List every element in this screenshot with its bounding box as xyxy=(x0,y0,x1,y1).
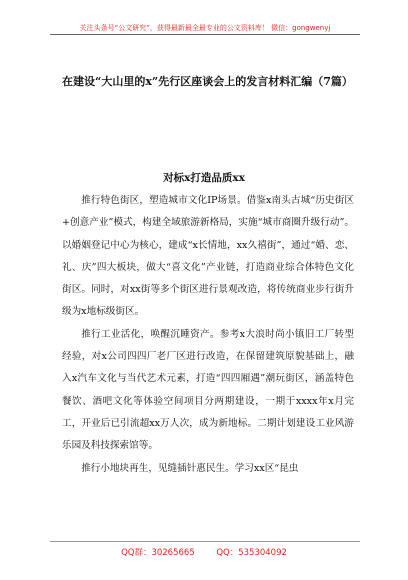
paragraph: 推行工业活化，唤醒沉睡资产。参考x大浪时尚小镇旧工厂转型经验，对x公司四四厂老厂区进行改造，在保留建筑原貌基础上，融入x汽车文化与当代艺术元素，打造“四四厢遇”潮玩街区，涵盖特色餐饮、酒吧文化等体验空间项目分两期建设，一期于xxxx年x月完工，开业后已引流超xx万人次，成为新地标。二期计划建设工业风游乐园及科技探索馆等。 xyxy=(62,328,354,452)
paragraph: 推行小地块再生，见缝插针惠民生。学习xx区“昆虫 xyxy=(81,462,299,474)
document-body xyxy=(62,190,354,536)
footer-contact: QQ群：30265665 QQ：535304092 xyxy=(121,548,287,558)
paragraph: 推行特色街区，塑造城市文化IP场景。借鉴x南头古城“历史街区+创意产业”模式，构建全域旅游新格局，实施“城市商圈升级行动”。以婚姻登记中心为核心，建成“x长情地，xx久禧街”，通过“婚、恋、礼、庆”四大板块，做大“喜文化”产业链，打造商业综合体特色文化街区。同时，对xx街等多个街区进行景观改造，将传统商业步行街升级为x地标级街区。 xyxy=(62,195,354,318)
header-divider xyxy=(50,34,360,35)
section-heading: 对标x打造品质xx xyxy=(163,172,245,184)
document-title: 在建设“大山里的x”先行区座谈会上的发言材料汇编（7篇） xyxy=(62,75,353,88)
header-banner: 关注头条号“公文研究”，获得最新最全最专业的公文资料库！ 微信：gongwenyj xyxy=(79,24,331,32)
footer-divider xyxy=(50,541,360,542)
